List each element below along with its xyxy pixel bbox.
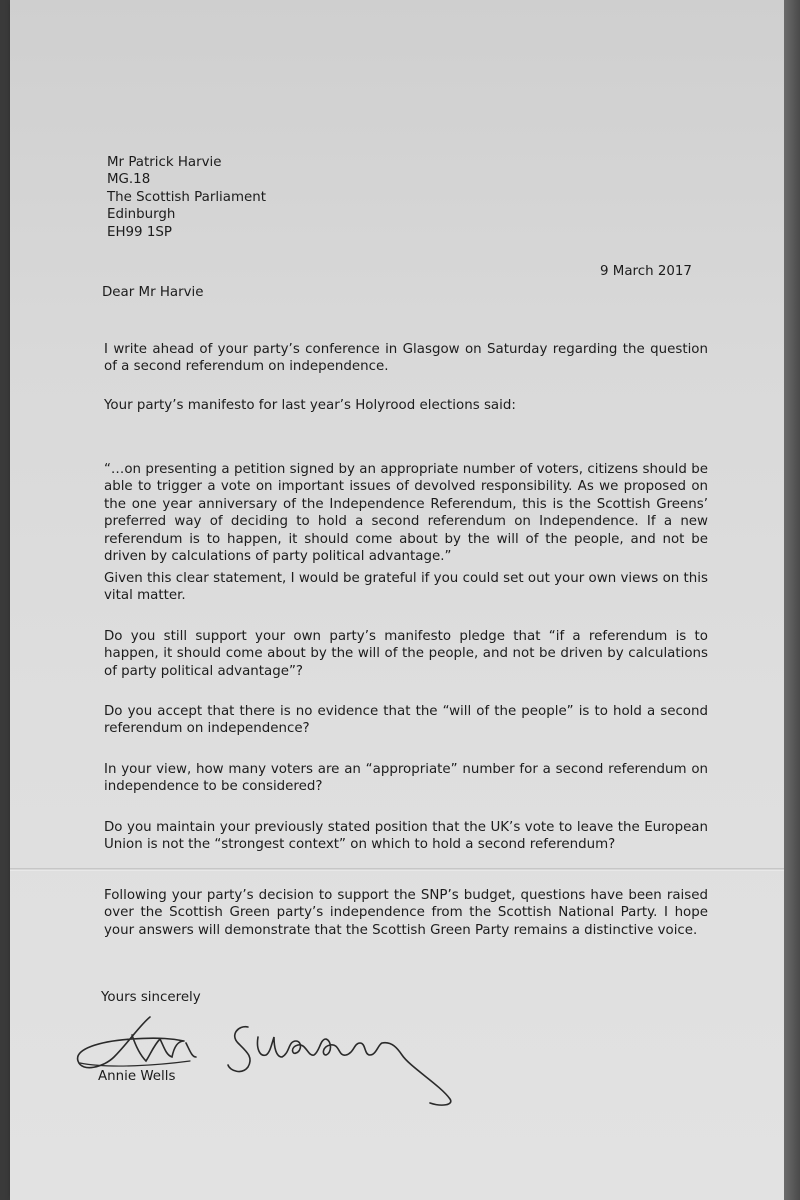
recipient-postcode: EH99 1SP [107,224,172,240]
letter-paper [10,0,784,1200]
paragraph-question-1: Do you still support your own party’s manifesto pledge that “if a referendum is to happen, it should come about by the will of the people, and not be driven by calculations of party political advantage”? [104,629,708,679]
salutation: Dear Mr Harvie [102,285,204,300]
letter [10,0,784,1200]
paragraph-question-2: Do you accept that there is no evidence that the “will of the people” is to hold a second referendum on independence? [104,704,708,737]
recipient-organisation: The Scottish Parliament [107,189,267,205]
recipient-office: MG.18 [107,172,151,188]
letter-date: 9 March 2017 [600,264,692,279]
page-edge-shadow [784,0,800,1200]
handwritten-signature [70,995,470,1115]
paragraph-manifesto-intro: Your party’s manifesto for last year’s Holyrood elections said: [104,398,516,413]
paragraph-manifesto-quote: “…on presenting a petition signed by an appropriate number of voters, citizens should be able to trigger a vote on important issues of devolved responsibility. As we proposed on the one year anniversary of the Independence Referendum, this is the Scottish Greens’ preferred way of deciding to hold a second referendum on Independence. If a new referendum is to happen, it should come about by the will of the people, and not be driven by calculations of party political advantage.” [104,462,708,565]
paragraph-conclusion: Following your party’s decision to support the SNP’s budget, questions have been raised over the Scottish Green party’s independence from the Scottish National Party. I hope your answers will demonstrate that the Scottish Green Party remains a distinctive voice. [104,888,708,938]
paragraph-question-4: Do you maintain your previously stated position that the UK’s vote to leave the European Union is not the “strongest context” on which to hold a second referendum? [104,820,708,853]
recipient-city: Edinburgh [107,207,176,223]
paragraph-question-3: In your view, how many voters are an “appropriate” number for a second referendum on independence to be considered? [104,762,708,795]
signatory-name: Annie Wells [98,1069,176,1084]
recipient-address [107,154,266,241]
paragraph-request: Given this clear statement, I would be grateful if you could set out your own views on this vital matter. [104,571,708,604]
recipient-name: Mr Patrick Harvie [107,155,222,170]
closing: Yours sincerely [101,990,201,1005]
paragraph-intro: I write ahead of your party’s conference in Glasgow on Saturday regarding the question of a second referendum on independence. [104,342,708,375]
